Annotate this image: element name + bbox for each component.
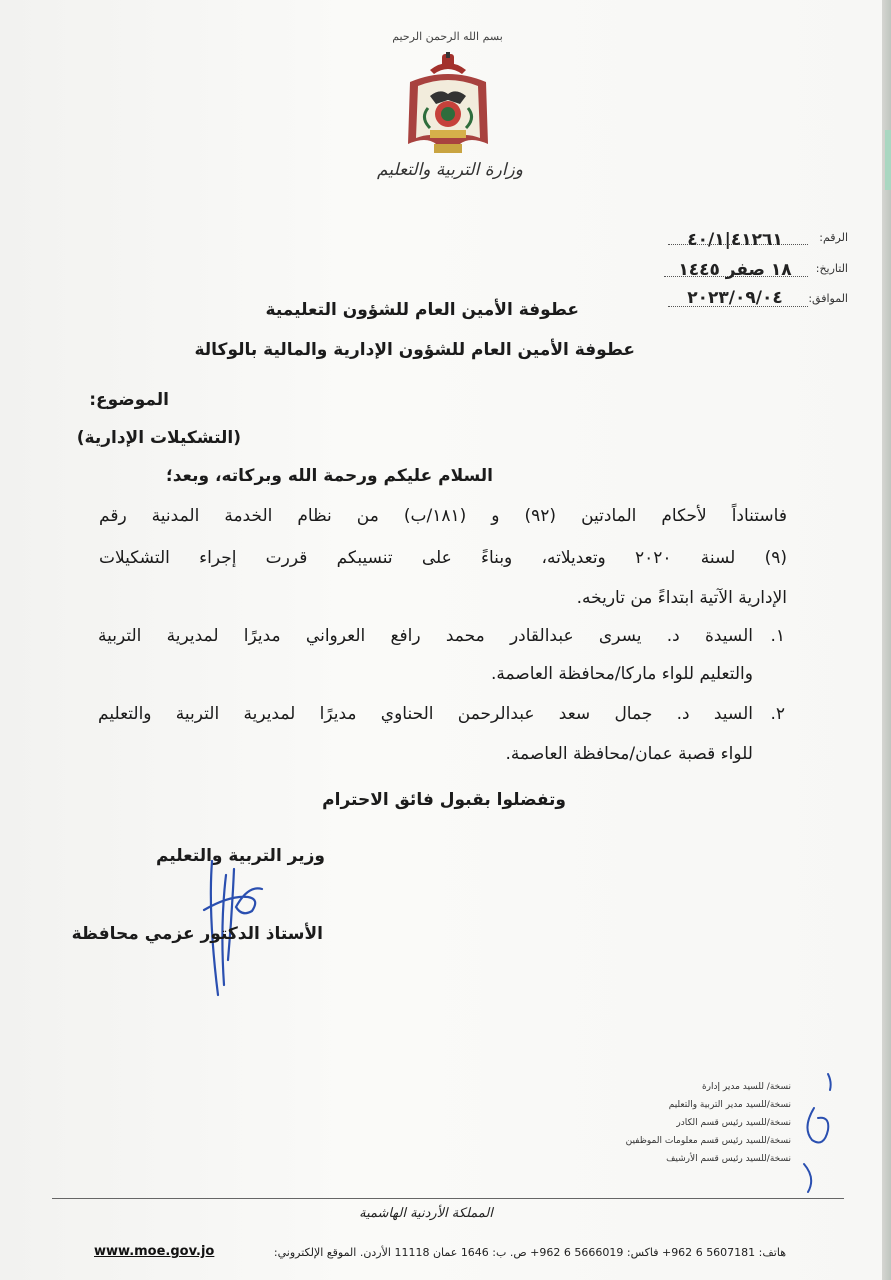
copy-line-1: نسخة/ للسيد مدير إدارة <box>701 1082 791 1092</box>
copy-line-5: نسخة/للسيد رئيس قسم الأرشيف <box>666 1154 791 1164</box>
subject-value: (التشكيلات الإدارية) <box>76 428 241 448</box>
initials-mark <box>794 1068 840 1196</box>
copy-line-3: نسخة/للسيد رئيس قسم الكادر <box>676 1118 791 1128</box>
closing-line: وتفضلوا بقبول فائق الاحترام <box>322 790 566 810</box>
ref-gregorian-label: الموافق: <box>808 292 848 305</box>
footer-contact: هاتف: 5607181 6 962+ فاكس: 5666019 6 962+ ص. ب: 1646 عمان 11118 الأردن. الموقع الإلكتروني: <box>273 1246 786 1259</box>
body-line-1: فاستناداً لأحكام المادتين (٩٢) و (١٨١/ب) من نظام الخدمة المدنية رقم <box>99 506 787 526</box>
item-1-line-1: السيدة د. يسرى عبدالقادر محمد رافع العرواني مديرًا لمديرية التربية <box>98 626 753 646</box>
item-1-number: ١. <box>770 626 785 646</box>
ref-hijri-value: ١٨ صفر ١٤٤٥ <box>678 260 792 280</box>
item-1-line-2: والتعليم للواء ماركا/محافظة العاصمة. <box>490 664 753 684</box>
website-link[interactable]: www.moe.gov.jo <box>94 1244 215 1259</box>
subject-label: الموضوع: <box>89 390 169 410</box>
item-2-number: ٢. <box>770 704 785 724</box>
page-edge <box>882 0 891 1280</box>
addressee-2: عطوفة الأمين العام للشؤون الإدارية والمالية بالوكالة <box>194 340 635 360</box>
ministry-name: وزارة التربية والتعليم <box>377 160 523 180</box>
body-line-2: (٩) لسنة ٢٠٢٠ وتعديلاته، وبناءً على تنسيبكم قررت إجراء التشكيلات <box>99 548 788 568</box>
item-2-line-1: السيد د. جمال سعد عبدالرحمن الحناوي مديرًا لمديرية التربية والتعليم <box>98 704 753 724</box>
copy-line-2: نسخة/للسيد مدير التربية والتعليم <box>668 1100 791 1110</box>
folder-tab <box>885 130 891 190</box>
minister-name: الأستاذ الدكتور عزمي محافظة <box>71 924 323 944</box>
body-line-3: الإدارية الآتية ابتداءً من تاريخه. <box>576 588 787 608</box>
jordan-coat-of-arms-icon <box>400 52 496 160</box>
ref-number-label: الرقم: <box>819 231 848 244</box>
greeting: السلام عليكم ورحمة الله وبركاته، وبعد؛ <box>165 466 493 486</box>
footer-divider <box>52 1198 844 1199</box>
footer-kingdom: المملكة الأردنية الهاشمية <box>359 1206 493 1221</box>
basmala: بسم الله الرحمن الرحيم <box>392 30 503 43</box>
ref-hijri-label: التاريخ: <box>815 262 848 275</box>
copy-line-4: نسخة/للسيد رئيس قسم معلومات الموظفين <box>625 1136 791 1146</box>
ref-gregorian-value: ٢٠٢٣/٠٩/٠٤ <box>687 288 783 308</box>
item-2-line-2: للواء قصبة عمان/محافظة العاصمة. <box>505 744 753 764</box>
ref-number-value: ٤١٢٦١|٤٠/١ <box>687 230 783 250</box>
minister-title: وزير التربية والتعليم <box>155 846 325 866</box>
addressee-1: عطوفة الأمين العام للشؤون التعليمية <box>265 300 579 320</box>
